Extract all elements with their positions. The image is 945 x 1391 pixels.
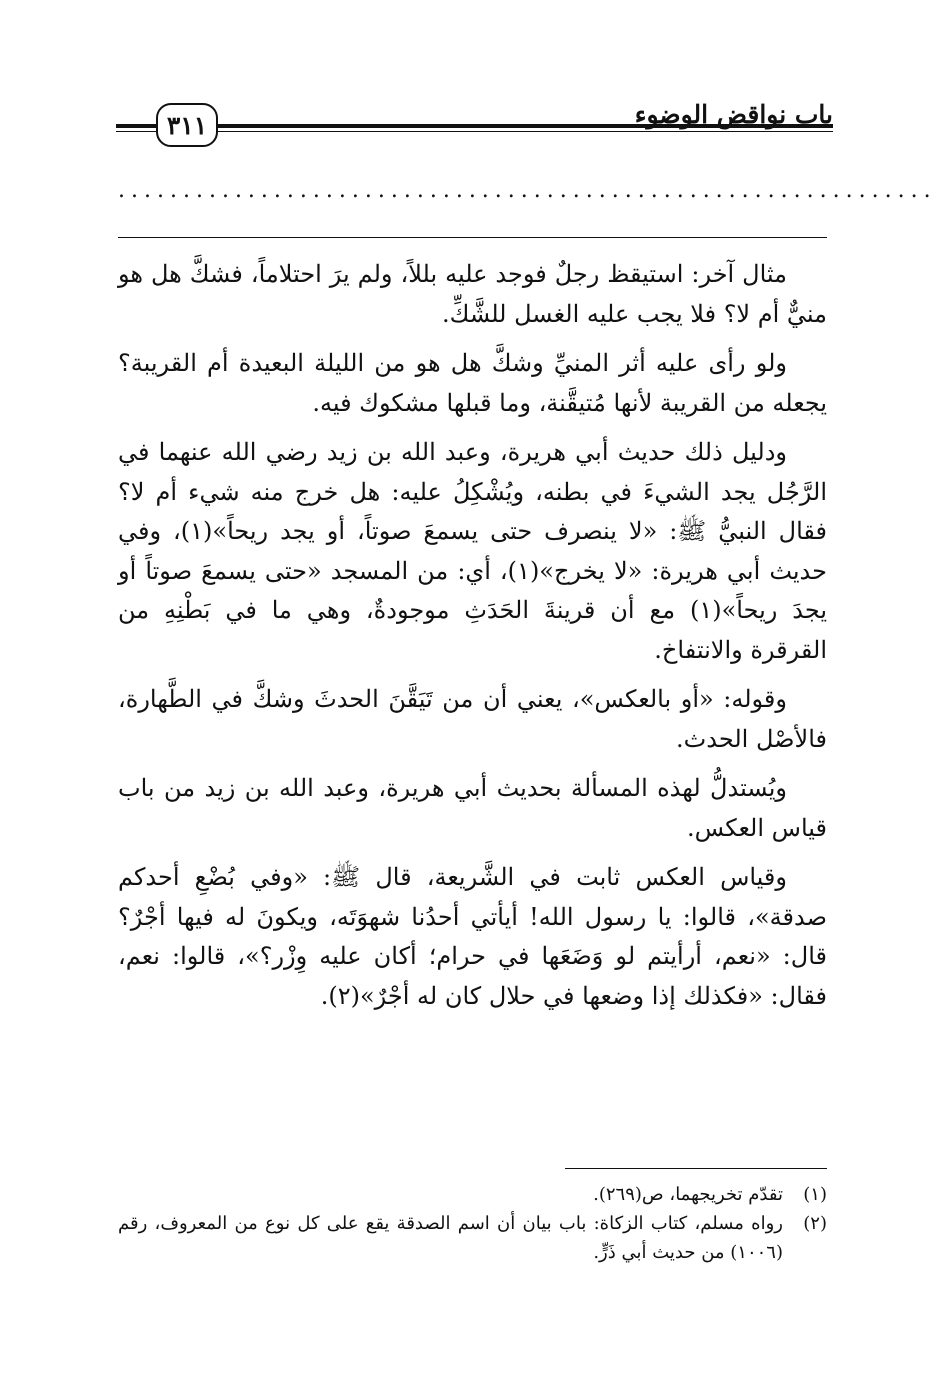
- chapter-title: باب نواقض الوضوء: [634, 100, 833, 129]
- footnotes: [118, 1180, 827, 1267]
- footnote: [118, 1180, 827, 1209]
- paragraph: ولو رأى عليه أثر المنيِّ وشكَّ هل هو من الليلة البعيدة أم القريبة؟ يجعله من القريبة لأنها مُتيقَّنة، وما قبلها مشكوك فيه.: [118, 349, 827, 417]
- page-number: ٣١١: [156, 103, 218, 147]
- dotted-separator: ...............................................................: [118, 178, 937, 203]
- header-rule-thin: [218, 131, 833, 132]
- body-text: [118, 255, 827, 1026]
- paragraph: وقياس العكس ثابت في الشَّريعة، قال ﷺ: «وفي بُضْعِ أحدكم صدقة»، قالوا: يا رسول الله! أيأتي أحدُنا شهوَتَه، ويكونَ له فيها أجْرٌ؟ قال: «نعم، أرأيتم لو وَضَعَها في حرام؛ أكان عليه وِزْر؟»، قالوا: نعم، فقال: «فكذلك إذا وضعها في حلال كان له أجْرٌ»(٢).: [118, 863, 827, 1010]
- footnote-text: تقدّم تخريجهما، ص(٢٦٩).: [593, 1184, 783, 1205]
- header-rule-left-thick: [116, 124, 156, 128]
- section-rule: [118, 237, 827, 238]
- paragraph: وقوله: «أو بالعكس»، يعني أن من تَيَقَّنَ الحدثَ وشكَّ في الطَّهارة، فالأصْل الحدث.: [118, 685, 827, 753]
- paragraph: ودليل ذلك حديث أبي هريرة، وعبد الله بن زيد رضي الله عنهما في الرَّجُل يجد الشيءَ في بطنه، ويُشْكِلُ عليه: هل خرج منه شيء أم لا؟ فقال النبيُّ ﷺ: «لا ينصرف حتى يسمعَ صوتاً، أو يجد ريحاً»(١)، وفي حديث أبي هريرة: «لا يخرج»(١)، أي: من المسجد «حتى يسمعَ صوتاً أو يجدَ ريحاً»(١) مع أن قرينةَ الحَدَثِ موجودةٌ، وهي ما في بَطْنِهِ من القرقرة والانتفاخ.: [118, 438, 827, 664]
- paragraph: ويُستدلُّ لهذه المسألة بحديث أبي هريرة، وعبد الله بن زيد من باب قياس العكس.: [118, 774, 827, 842]
- header-rule-thick: [218, 124, 833, 128]
- paragraph: مثال آخر: استيقظ رجلٌ فوجد عليه بللاً، ولم يرَ احتلاماً، فشكَّ هل هو منيٌّ أم لا؟ فلا يجب عليه الغسل للشَّكِّ.: [118, 260, 827, 328]
- header-rule-left-thin: [116, 131, 156, 132]
- footnote-rule: [565, 1168, 827, 1169]
- footnote-text: رواه مسلم، كتاب الزكاة: باب بيان أن اسم الصدقة يقع على كل نوع من المعروف، رقم (١٠٠٦) من حديث أبي ذَرٍّ.: [118, 1213, 783, 1263]
- footnote-number: (١): [803, 1184, 827, 1205]
- footnote-number: (٢): [803, 1213, 827, 1234]
- footnote: [118, 1209, 827, 1267]
